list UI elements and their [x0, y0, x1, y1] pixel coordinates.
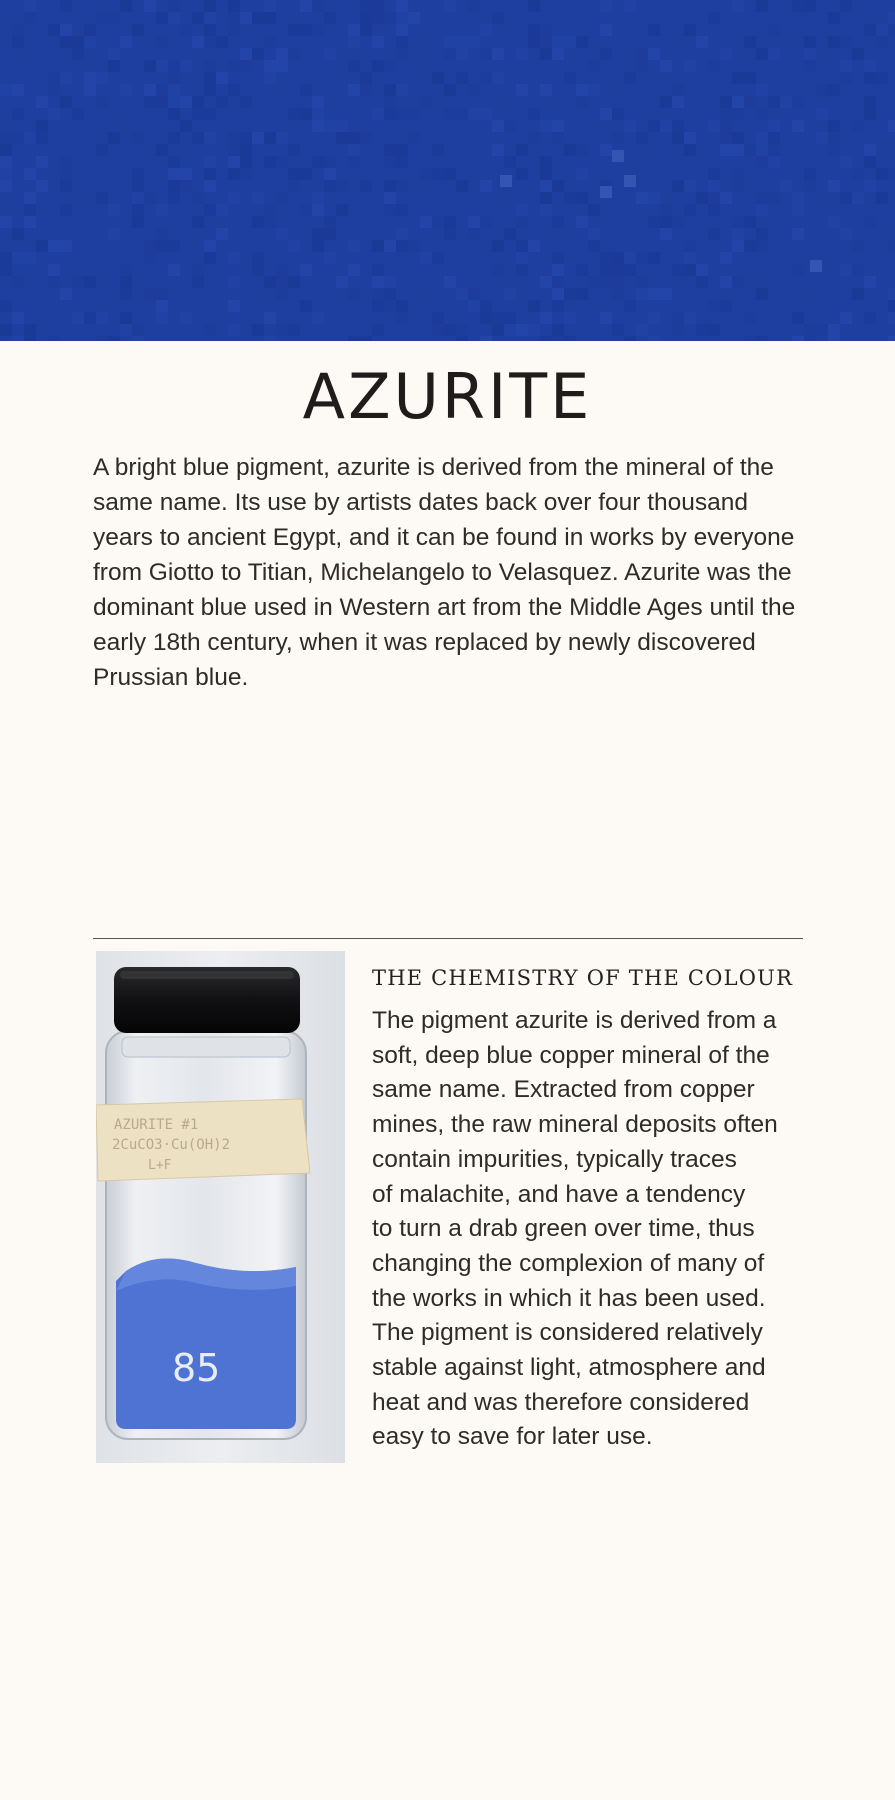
chemistry-line: the works in which it has been used.	[372, 1284, 766, 1312]
swatch-texture	[0, 0, 895, 341]
pigment-description: A bright blue pigment, azurite is derived from the mineral of the same name. Its use by artists dates back over four thousand years to ancient Egypt, and it can be found in works by everyone from Giotto to Titian, Michelangelo to Velasquez. Azurite was the dominant blue used in Western art from the Middle Ages until the early 18th century, when it was replaced by newly discovered Prussian blue.	[93, 454, 796, 691]
chemistry-line: to turn a drab green over time, thus	[372, 1215, 755, 1243]
chemistry-line: changing the complexion of many of	[372, 1249, 765, 1277]
chemistry-line: same name. Extracted from copper	[372, 1076, 755, 1104]
chemistry-line: contain impurities, typically traces	[372, 1145, 737, 1173]
chemistry-heading: THE CHEMISTRY OF THE COLOUR	[372, 966, 794, 990]
color-swatch	[0, 0, 895, 341]
chemistry-line: soft, deep blue copper mineral of the	[372, 1041, 770, 1069]
chemistry-line: mines, the raw mineral deposits often	[372, 1111, 778, 1139]
jar-illustration	[96, 951, 345, 1463]
chemistry-text	[372, 1004, 812, 1455]
chemistry-line: of malachite, and have a tendency	[372, 1180, 746, 1208]
chemistry-line: The pigment azurite is derived from a	[372, 1007, 777, 1034]
chemistry-line: heat and was therefore considered	[372, 1388, 750, 1416]
section-divider	[93, 938, 803, 939]
chemistry-line: easy to save for later use.	[372, 1423, 653, 1451]
chemistry-line: stable against light, atmosphere and	[372, 1354, 766, 1382]
chemistry-line: The pigment is considered relatively	[372, 1319, 763, 1347]
jar-number: 85	[172, 1346, 221, 1390]
pigment-jar-photo	[96, 951, 345, 1463]
cap-highlight	[120, 971, 294, 979]
jar-neck	[122, 1037, 290, 1057]
pigment-title: AZURITE	[302, 360, 593, 433]
label-line-3: L+F	[148, 1158, 172, 1173]
label-line-1: AZURITE #1	[114, 1117, 199, 1133]
label-line-2: 2CuCO3·Cu(OH)2	[112, 1137, 231, 1153]
